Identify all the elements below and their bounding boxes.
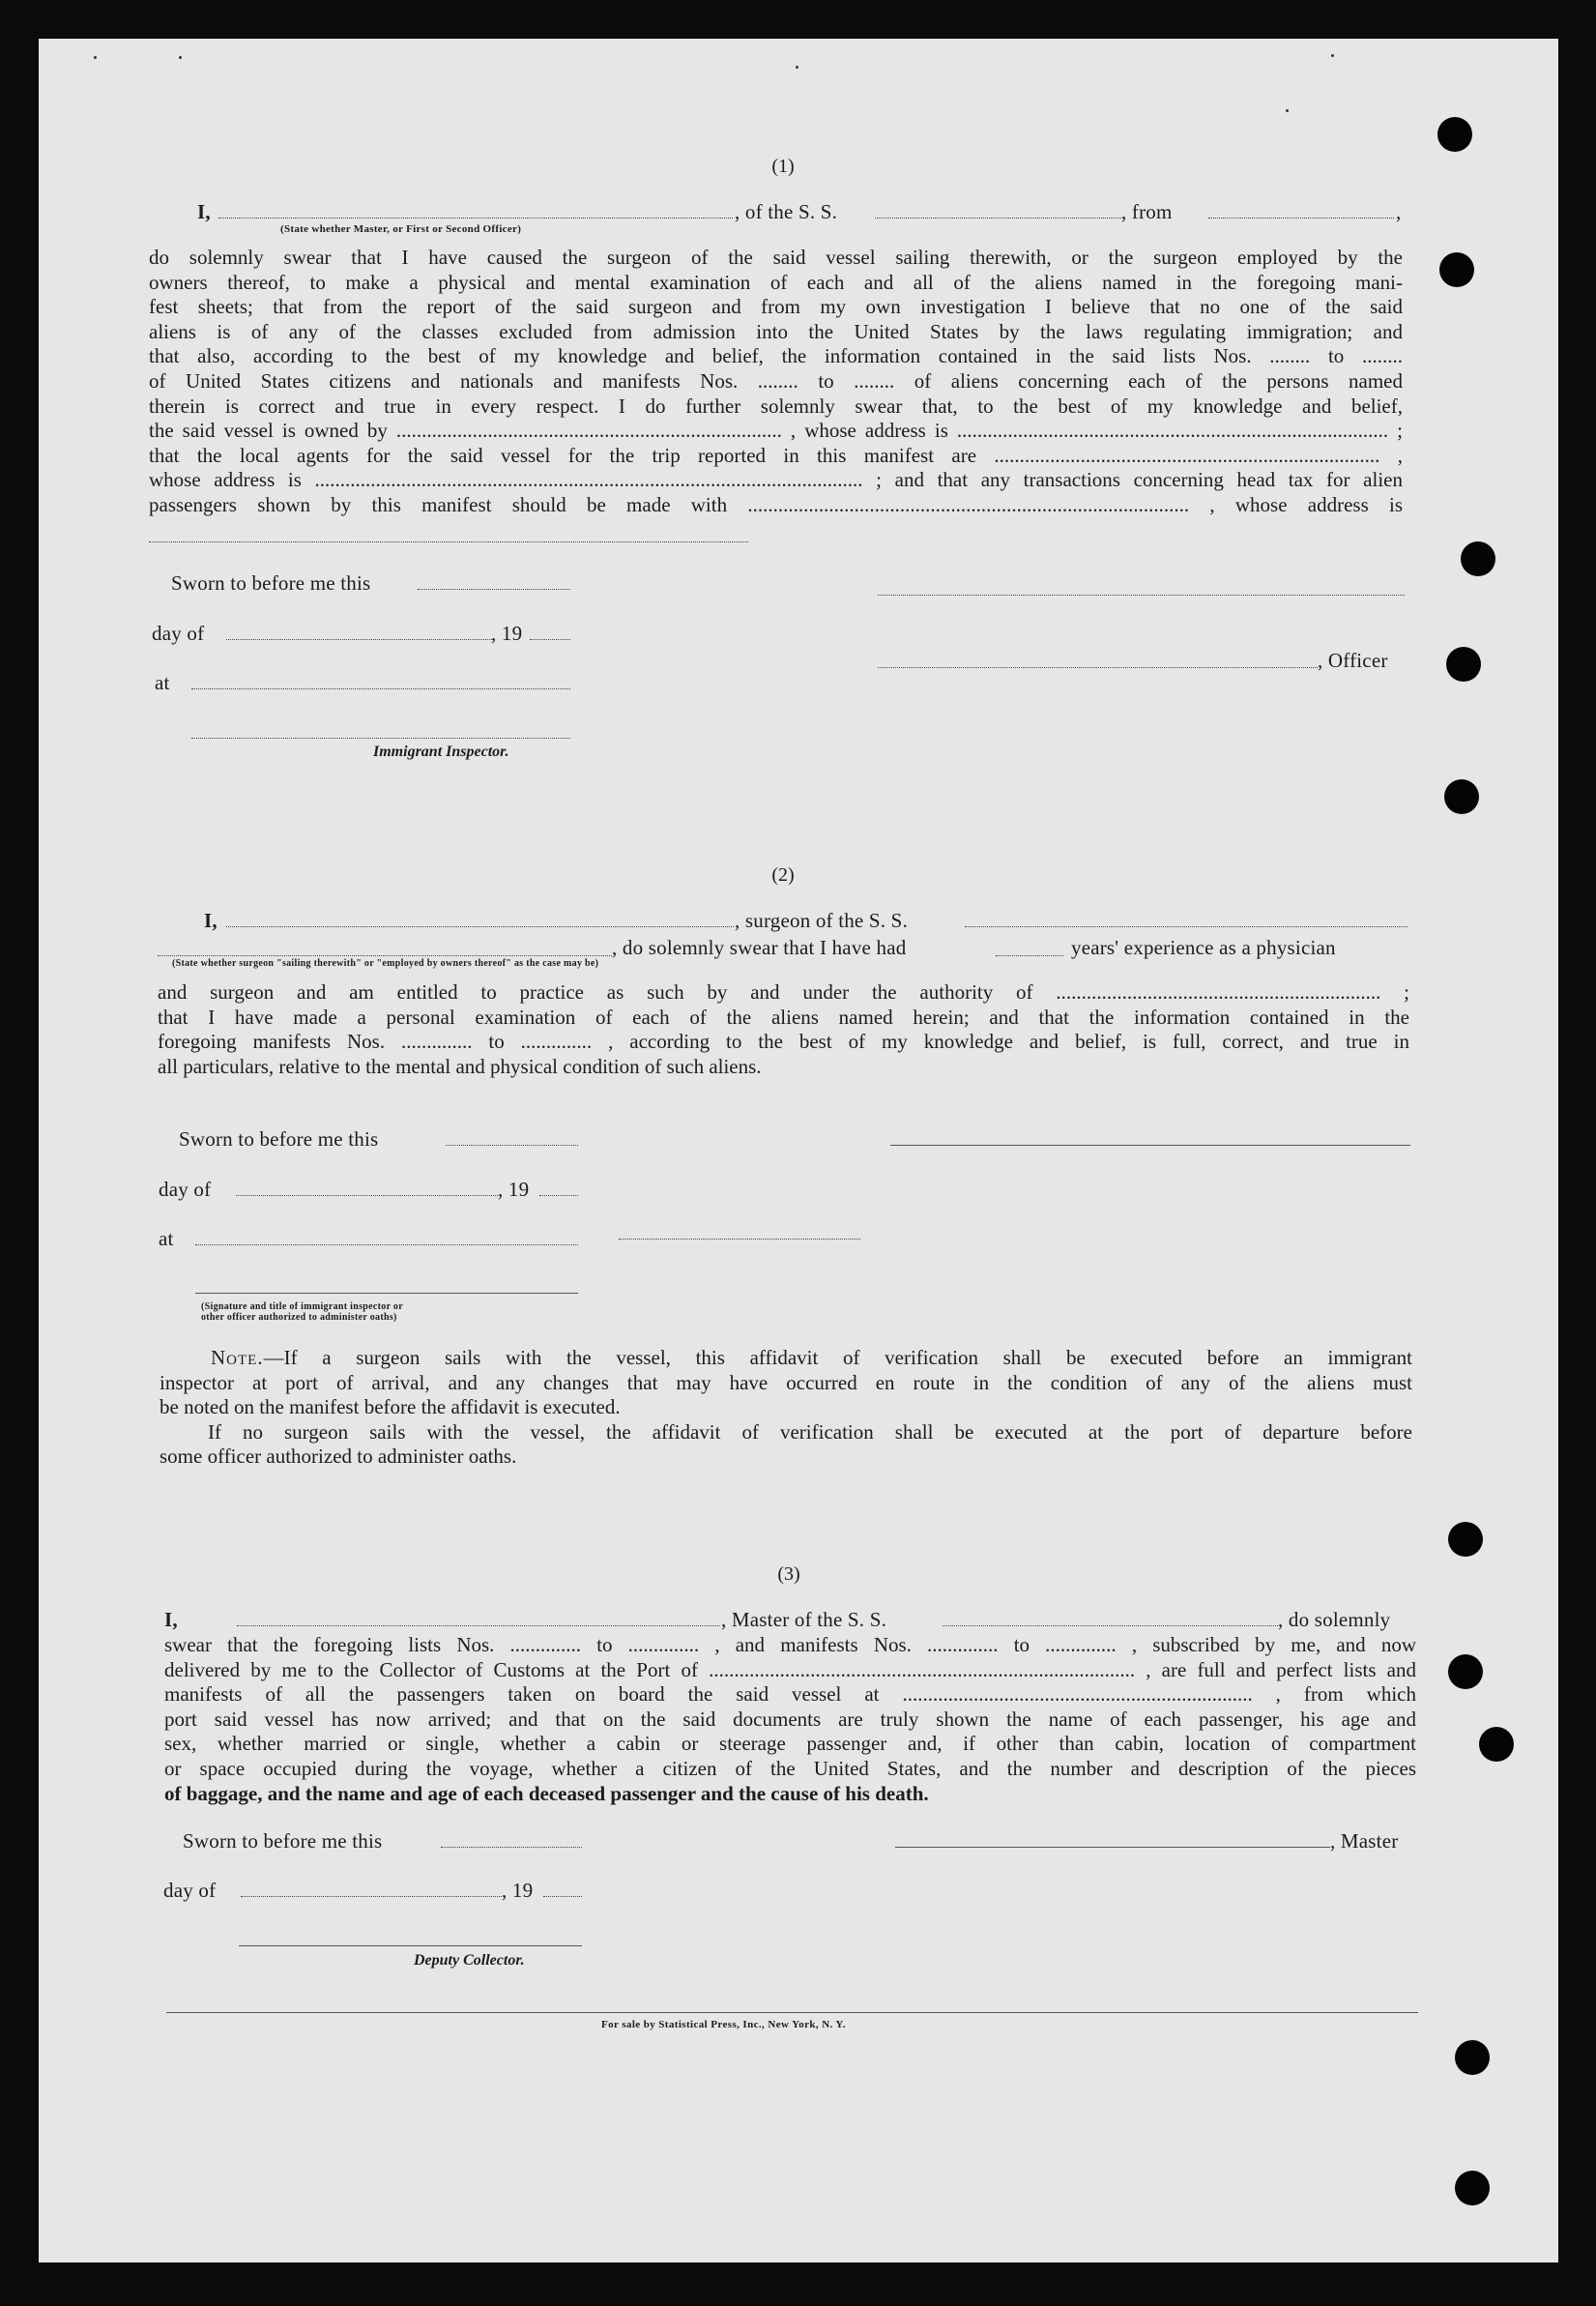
years-label: years' experience as a physician [1071,936,1336,959]
master-of-label: , Master of the S. S. [721,1608,887,1631]
at-field[interactable] [195,1244,578,1245]
day-of-label: day of [159,1178,212,1201]
from-port-field[interactable] [1208,218,1394,219]
year-field[interactable] [530,639,570,640]
section-1-number: (1) [771,156,795,177]
sworn-label: Sworn to before me this [183,1829,383,1853]
officer-hint: (State whether Master, or First or Second Officer) [280,223,522,235]
of-ss-label: , of the S. S. [735,200,838,223]
body-line: that I have made a personal examination of each of the aliens named herein; and that the information contained in the [158,1005,1409,1029]
collector-title: Deputy Collector. [414,1952,525,1969]
surgeon-name-field[interactable] [226,926,734,927]
speck [1331,54,1334,57]
punch-hole [1455,2171,1490,2205]
speck [1286,109,1289,112]
section-3-number: (3) [777,1563,800,1585]
year-field[interactable] [543,1896,582,1897]
day-field[interactable] [236,1195,498,1196]
master-name-field[interactable] [237,1625,720,1626]
year-field[interactable] [539,1195,578,1196]
body-line: therein is correct and true in every respect. I do further solemnly swear that, to the best of my knowledge and belief, [149,394,1403,418]
section-1-body [149,246,1403,518]
body-line: fest sheets; that from the report of the said surgeon and from my own investigation I believe that no one of the said [149,295,1403,319]
surgeon-hint: (State whether surgeon "sailing therewith" or "employed by owners thereof" as the case may be) [172,958,599,969]
sworn-date-field[interactable] [418,589,570,590]
officer-signature-field[interactable] [878,667,1318,668]
signature-hint: (Signature and title of immigrant inspector or [201,1301,403,1312]
body-line: manifests of all the passengers taken on board the said vessel at ..................................................................... , from which [164,1682,1416,1707]
body-line: do solemnly swear that I have caused the surgeon of the said vessel sailing therewith, or the surgeon employed by the [149,246,1403,269]
body-line: owners thereof, to make a physical and mental examination of each and all of the aliens named in the foregoing mani- [149,270,1403,294]
body-line: that also, according to the best of my knowledge and belief, the information contained in the said lists Nos. ........ to ........ [149,344,1403,368]
surgeon-title-field[interactable] [619,1239,860,1240]
printer-credit: For sale by Statistical Press, Inc., New York, N. Y. [601,2019,846,2030]
punch-hole [1439,252,1474,287]
section-1-intro: I, [197,200,211,223]
year-label: , 19 [498,1178,530,1201]
punch-hole [1444,779,1479,814]
section-2-number: (2) [771,864,795,886]
note-line: inspector at port of arrival, and any changes that may have occurred en route in the condition of any of the aliens must [160,1370,1412,1394]
body-line: sex, whether married or single, whether a cabin or steerage passenger and, if other than cabin, location of compartment [164,1732,1416,1756]
sworn-date-field[interactable] [441,1847,582,1848]
punch-hole [1479,1727,1514,1762]
at-label: at [155,671,170,694]
section-3-intro: I, [164,1608,178,1631]
note-line: If no surgeon sails with the vessel, the affidavit of verification shall be executed at the port of departure before [208,1419,1412,1444]
body-line: all particulars, relative to the mental and physical condition of such aliens. [158,1054,762,1078]
body-line: or space occupied during the voyage, whether a citizen of the United States, and the number and description of the pieces [164,1756,1416,1780]
day-field[interactable] [241,1896,502,1897]
note-block [160,1346,1412,1470]
punch-hole [1455,2040,1490,2075]
inspector-signature-field[interactable] [191,738,570,739]
body-line: whose address is ............................................................................................................ ; and that any transactions concerning head tax for alien [149,468,1403,492]
speck [94,56,97,59]
day-of-label: day of [152,622,205,645]
body-line: the said vessel is owned by ............................................................................ , whose address is ..................................................................................... ; [149,419,1403,443]
signature-line[interactable] [878,595,1405,596]
ship-name-field[interactable] [943,1625,1278,1626]
master-label: , Master [1330,1829,1399,1853]
officer-label: , Officer [1318,649,1388,672]
punch-hole [1446,647,1481,682]
body-line: of baggage, and the name and age of each deceased passenger and the cause of his death. [164,1781,929,1805]
section-2-body [158,980,1409,1079]
body-line: swear that the foregoing lists Nos. .............. to .............. , and manifests Nos. .............. to .............. , subscribed by me, and now [164,1633,1416,1656]
body-line: foregoing manifests Nos. .............. to .............. , according to the best of my knowledge and belief, is full, correct, and true in [158,1030,1409,1054]
note-label: Note. [211,1346,264,1369]
inspector-title: Immigrant Inspector. [373,744,509,760]
year-label: , 19 [502,1879,534,1902]
punch-hole [1448,1522,1483,1557]
speck [179,56,182,59]
solemnly-label: , do solemnly [1278,1608,1391,1631]
surgeon-ship-field[interactable] [965,926,1407,927]
body-line: of United States citizens and nationals and manifests Nos. ........ to ........ of aliens concerning each of the persons named [149,368,1403,393]
body-line: and surgeon and am entitled to practice as such by and under the authority of ................................................................ ; [158,980,1409,1004]
footer-rule [166,2012,1418,2013]
swear-label: , do solemnly swear that I have had [612,936,907,959]
note-line: some officer authorized to administer oaths. [160,1445,517,1469]
body-line: port said vessel has now arrived; and that on the said documents are truly shown the name of each passenger, his age and [164,1707,1416,1731]
punch-hole [1437,117,1472,152]
years-field[interactable] [996,955,1063,956]
note-line: be noted on the manifest before the affidavit is executed. [160,1395,621,1419]
sworn-date-field[interactable] [446,1145,578,1146]
comma: , [1396,200,1402,223]
body-line: that the local agents for the said vessel for the trip reported in this manifest are ............................................................................ , [149,443,1403,467]
year-label: , 19 [491,622,523,645]
collector-signature-line[interactable] [239,1945,582,1946]
inspector-signature-line[interactable] [195,1293,578,1294]
speck [796,66,798,69]
at-label: at [159,1227,174,1250]
section-2-intro: I, [204,909,218,932]
surgeon-of-label: , surgeon of the S. S. [735,909,909,932]
punch-hole [1448,1654,1483,1689]
section-3-body [164,1633,1416,1806]
at-field[interactable] [191,688,570,689]
day-field[interactable] [226,639,492,640]
body-line: passengers shown by this manifest should be made with ....................................................................................... , whose address is [149,492,1403,516]
day-of-label: day of [163,1879,217,1902]
punch-hole [1461,541,1495,576]
address-field[interactable] [149,541,748,542]
sworn-label: Sworn to before me this [179,1127,379,1151]
sworn-label: Sworn to before me this [171,571,371,595]
surgeon-status-field[interactable] [158,955,612,956]
note-line: —If a surgeon sails with the vessel, this affidavit of verification shall be executed before an immigrant [263,1346,1412,1369]
from-label: , from [1121,200,1173,223]
body-line: aliens is of any of the classes excluded from admission into the United States by the laws regulating immigration; and [149,319,1403,343]
signature-hint: other officer authorized to administer oaths) [201,1312,397,1323]
master-name-field[interactable] [218,218,733,219]
surgeon-signature-line[interactable] [890,1145,1410,1146]
master-signature-line[interactable] [895,1847,1330,1848]
ship-name-field[interactable] [875,218,1121,219]
body-line: delivered by me to the Collector of Customs at the Port of .................................................................................... , are full and perfect lists and [164,1657,1416,1681]
